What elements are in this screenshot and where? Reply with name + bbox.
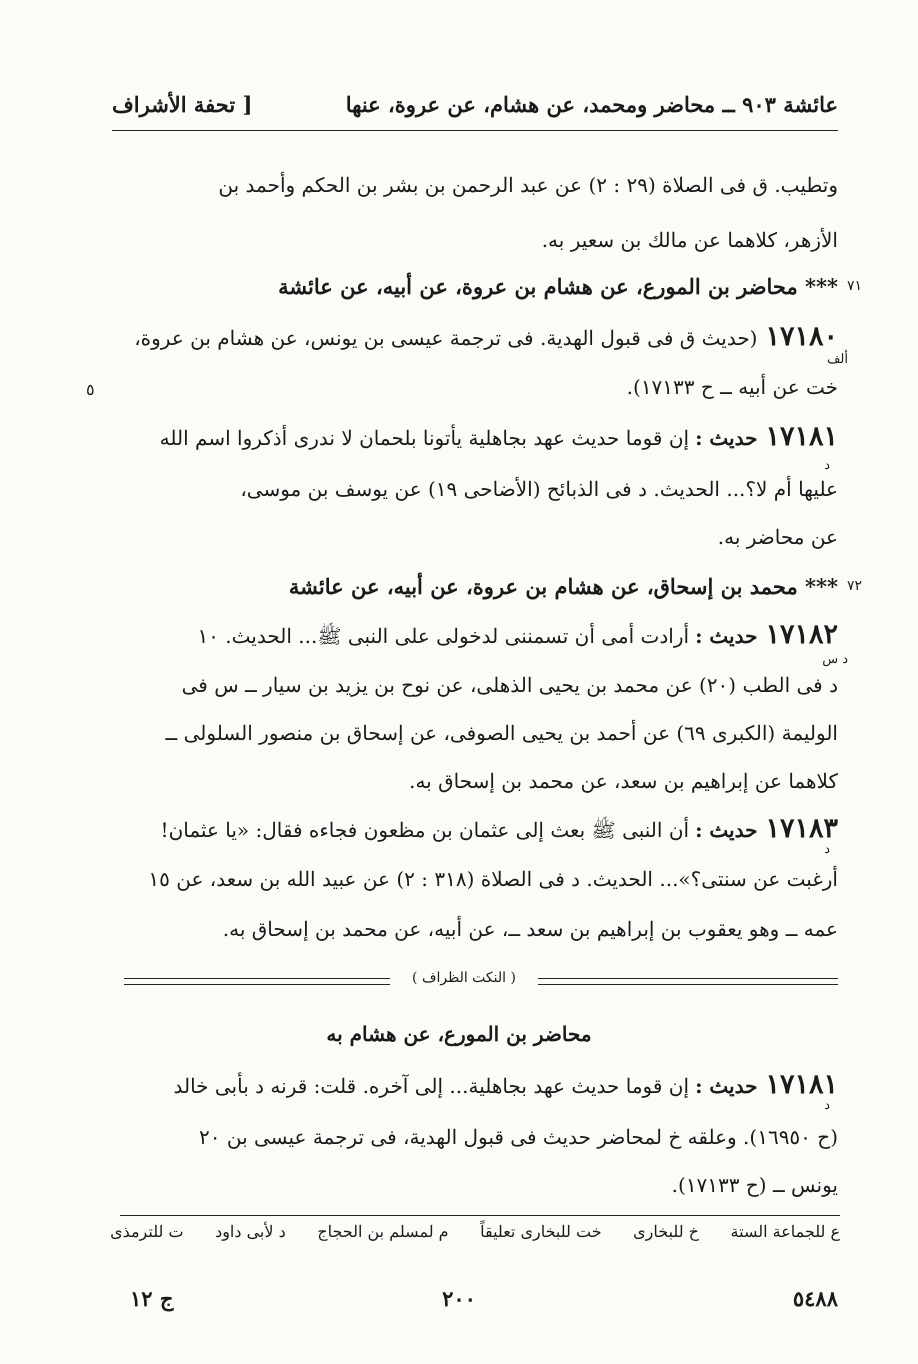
- entry-17182-line-3: الوليمة (الكبرى ٦٩) عن أحمد بن يحيى الصوفى، عن إسحاق بن منصور السلولى ــ: [165, 721, 838, 745]
- abbr-item: ع للجماعة الستة: [730, 1222, 840, 1241]
- abbr-item: د لأبى داود: [215, 1222, 286, 1241]
- entry-17180-line-2: خت عن أبيه ــ ح ١٧١٣٣).: [626, 375, 838, 399]
- volume-number: ج ١٢: [130, 1286, 174, 1311]
- hadith-range-number: ٥٤٨٨: [792, 1286, 838, 1311]
- nukat-line-3: يونس ــ (ح ١٧١٣٣).: [671, 1173, 838, 1197]
- nukat-subheading: محاضر بن المورع، عن هشام به: [326, 1022, 592, 1046]
- entry-17182-line-4: كلاهما عن إبراهيم بن سعد، عن محمد بن إسحاق به.: [409, 769, 838, 793]
- entry-17183-line-2: أرغبت عن سنتى؟»... الحديث. د فى الصلاة (٣١٨ : ٢) عن عبيد الله بن سعد، عن ١٥: [148, 867, 838, 891]
- abbr-item: م لمسلم بن الحجاج: [317, 1222, 449, 1241]
- entry-text: (حديث ق فى قبول الهدية. فى ترجمة عيسى بن يونس، عن هشام بن عروة،: [134, 326, 758, 350]
- siglum: ألف: [826, 352, 848, 367]
- intro-line-2: الأزهر، كلاهما عن مالك بن سعير به.: [541, 228, 838, 252]
- abbreviations-legend: [110, 1222, 840, 1241]
- margin-mark: ٥: [86, 380, 95, 399]
- entry-label: حديث :: [695, 624, 758, 648]
- entry-text: إن قوما حديث عهد بجاهلية يأتونا بلحمان لا ندرى أذكروا اسم الله: [159, 426, 690, 450]
- footnote-rule: [120, 1215, 840, 1216]
- nukat-line-1: [110, 1070, 838, 1101]
- entry-label: حديث :: [695, 1074, 758, 1098]
- entry-17182-line-1: [110, 620, 838, 651]
- running-title: عائشة ٩٠٣ ــ محاضر ومحمد، عن هشام، عن عروة، عنها: [345, 92, 838, 117]
- siglum: د: [824, 1098, 830, 1113]
- abbr-item: خت للبخارى تعليقاً: [480, 1222, 602, 1241]
- siglum: د: [824, 458, 830, 473]
- entry-17181-line-1: [110, 422, 838, 453]
- header-rule: [112, 130, 838, 131]
- nukat-line-2: (ح ١٦٩٥٠). وعلقه خ لمحاضر حديث فى قبول الهدية، فى ترجمة عيسى بن ٢٠: [199, 1125, 838, 1149]
- entry-text: إن قوما حديث عهد بجاهلية... إلى آخره. قلت: قرنه د بأبى خالد: [173, 1074, 690, 1098]
- page-number: ٢٠٠: [442, 1286, 476, 1311]
- entry-17182-line-2: د فى الطب (٢٠) عن محمد بن يحيى الذهلى، عن نوح بن يزيد بن سيار ــ س فى: [181, 673, 838, 697]
- entry-text: أرادت أمى أن تسمننى لدخولى على النبى ﷺ... الحديث. ١٠: [197, 624, 690, 648]
- entry-label: حديث :: [695, 426, 758, 450]
- entry-number: ١٧١٨٠: [765, 322, 838, 352]
- abbr-item: خ للبخارى: [633, 1222, 699, 1241]
- intro-line-1: وتطيب. ق فى الصلاة (٢٩ : ٢) عن عبد الرحمن بن بشر بن الحكم وأحمد بن: [218, 173, 838, 197]
- entry-17183-line-1: [110, 814, 838, 845]
- nukat-separator-title: ( النكت الظراف ): [390, 970, 538, 986]
- siglum: د س: [822, 652, 848, 667]
- abbr-item: ت للترمذى: [110, 1222, 184, 1241]
- siglum: د: [824, 842, 830, 857]
- entry-17181-line-3: عن محاضر به.: [717, 525, 838, 549]
- entry-number: ١٧١٨٣: [765, 814, 838, 844]
- entry-text: أن النبى ﷺ بعث إلى عثمان بن مظعون فجاءه فقال: «يا عثمان!: [160, 818, 690, 842]
- entry-number: ١٧١٨٢: [765, 620, 838, 650]
- entry-17180-line-1: [110, 322, 838, 353]
- entry-number: ١٧١٨١: [765, 1070, 838, 1100]
- section-heading: *** محاضر بن المورع، عن هشام بن عروة، عن أبيه، عن عائشة: [278, 274, 838, 299]
- entry-17183-line-3: عمه ــ وهو يعقوب بن إبراهيم بن سعد ــ، عن أبيه، عن محمد بن إسحاق به.: [222, 917, 838, 941]
- section-heading: *** محمد بن إسحاق، عن هشام بن عروة، عن أبيه، عن عائشة: [288, 574, 838, 599]
- entry-number: ١٧١٨١: [765, 422, 838, 452]
- entry-label: حديث :: [695, 818, 758, 842]
- book-title: [ تحفة الأشراف: [112, 92, 253, 117]
- margin-number: ٧٢: [846, 578, 862, 594]
- entry-17181-line-2: عليها أم لا؟... الحديث. د فى الذبائح (الأضاحى ١٩) عن يوسف بن موسى،: [240, 477, 838, 501]
- margin-number: ٧١: [846, 278, 862, 294]
